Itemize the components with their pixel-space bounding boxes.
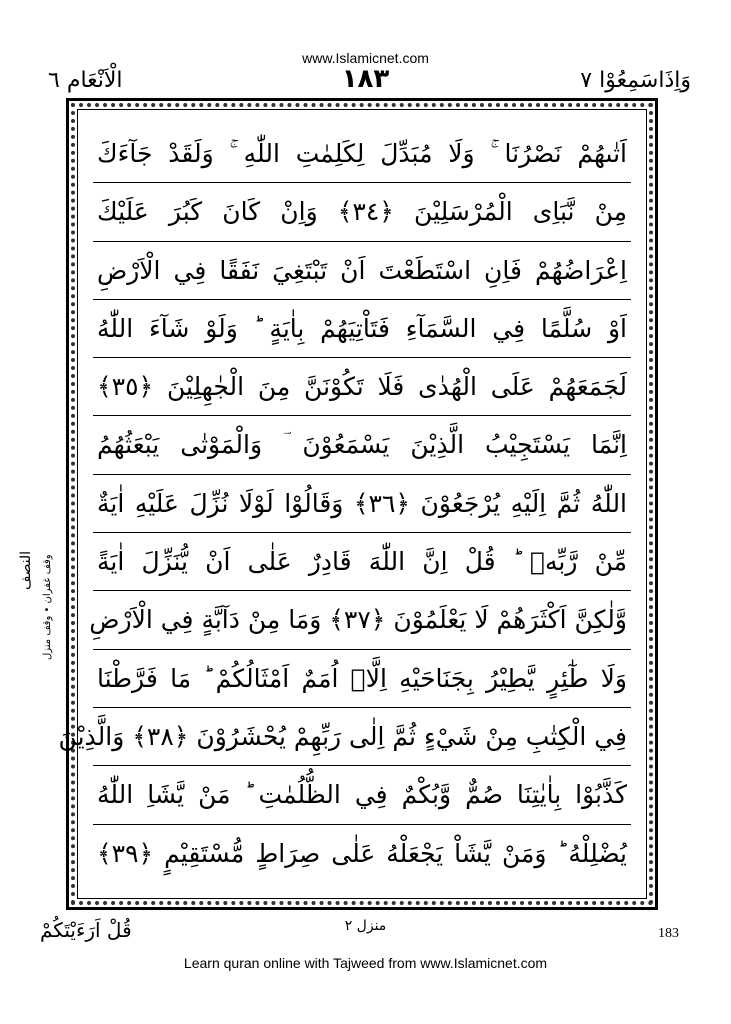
verse-line: اللّٰهُ ثُمَّ اِلَيْهِ يُرْجَعُوْنَ ﴿٣٦﴾ وَقَالُوْا لَوْلَا نُزِّلَ عَلَيْهِ اٰيَةٌ xyxy=(93,475,631,533)
margin-note-main: النصف xyxy=(18,550,34,590)
verse-line: فِي الْكِتٰبِ مِنْ شَيْءٍ ثُمَّ اِلٰى رَبِّهِمْ يُحْشَرُوْنَ ﴿٣٨﴾ وَالَّذِيْنَ xyxy=(93,708,631,766)
verse-line: اِنَّمَا يَسْتَجِيْبُ الَّذِيْنَ يَسْمَعُوْنَ ؔ وَالْمَوْتٰى يَبْعَثُهُمُ xyxy=(93,416,631,474)
page-number-header: ١٨٣ xyxy=(341,64,390,94)
margin-note xyxy=(12,360,52,660)
verse-line: مِنْ نَّبَاِى الْمُرْسَلِيْنَ ﴿٣٤﴾ وَاِنْ كَانَ كَبُرَ عَلَيْكَ xyxy=(93,183,631,241)
catchword: قُلْ اَرَءَيْتَكُمْ xyxy=(40,918,132,942)
verse-line: كَذَّبُوْا بِاٰيٰتِنَا صُمٌّ وَّبُكْمٌ فِي الظُّلُمٰتِ ؕ مَنْ يَّشَاِ اللّٰهُ xyxy=(93,766,631,824)
verse-line: اَوْ سُلَّمًا فِي السَّمَآءِ فَتَاْتِيَهُمْ بِاٰيَةٍ ؕ وَلَوْ شَآءَ اللّٰهُ xyxy=(93,300,631,358)
verse-line: مِّنْ رَّبِّهٖ ؕ قُلْ اِنَّ اللّٰهَ قَادِرٌ عَلٰى اَنْ يُّنَزِّلَ اٰيَةً xyxy=(93,533,631,591)
page-number-footer: 183 xyxy=(658,926,679,941)
site-url: www.Islamicnet.com xyxy=(302,50,429,66)
manzil-label: منزل ٢ xyxy=(344,918,387,934)
juz-name-header: وَاِذَاسَمِعُوْا ٧ xyxy=(580,68,691,93)
verse-line: وَلَا طٰٓئِرٍ يَّطِيْرُ بِجَنَاحَيْهِ اِلَّاۤ اُمَمٌ اَمْثَالُكُمْ ؕ مَا فَرَّطْنَا xyxy=(93,650,631,708)
verse-lines xyxy=(58,125,631,883)
verse-line: لَجَمَعَهُمْ عَلَى الْهُدٰى فَلَا تَكُوْنَنَّ مِنَ الْجٰهِلِيْنَ ﴿٣٥﴾ xyxy=(93,358,631,416)
margin-note-sub: وقف غفران • وقف منزل xyxy=(42,554,53,660)
verse-line: اِعْرَاضُهُمْ فَاِنِ اسْتَطَعْتَ اَنْ تَبْتَغِيَ نَفَقًا فِي الْاَرْضِ xyxy=(93,242,631,300)
footer-url-text: Learn quran online with Tajweed from www.Islamicnet.com xyxy=(183,955,548,971)
verse-line: وَّلٰكِنَّ اَكْثَرَهُمْ لَا يَعْلَمُوْنَ ﴿٣٧﴾ وَمَا مِنْ دَآبَّةٍ فِي الْاَرْضِ xyxy=(93,591,631,649)
surah-name-header: الْاَنْعَام ٦ xyxy=(48,68,123,93)
verse-line: اَتٰىهُمْ نَصْرُنَا ۚ وَلَا مُبَدِّلَ لِكَلِمٰتِ اللّٰهِ ۚ وَلَقَدْ جَآءَكَ xyxy=(93,125,631,183)
page-frame xyxy=(58,98,658,910)
verse-line: يُضْلِلْهُ ؕ وَمَنْ يَّشَاْ يَجْعَلْهُ عَلٰى صِرَاطٍ مُّسْتَقِيْمٍ ﴿٣٩﴾ xyxy=(97,838,627,868)
